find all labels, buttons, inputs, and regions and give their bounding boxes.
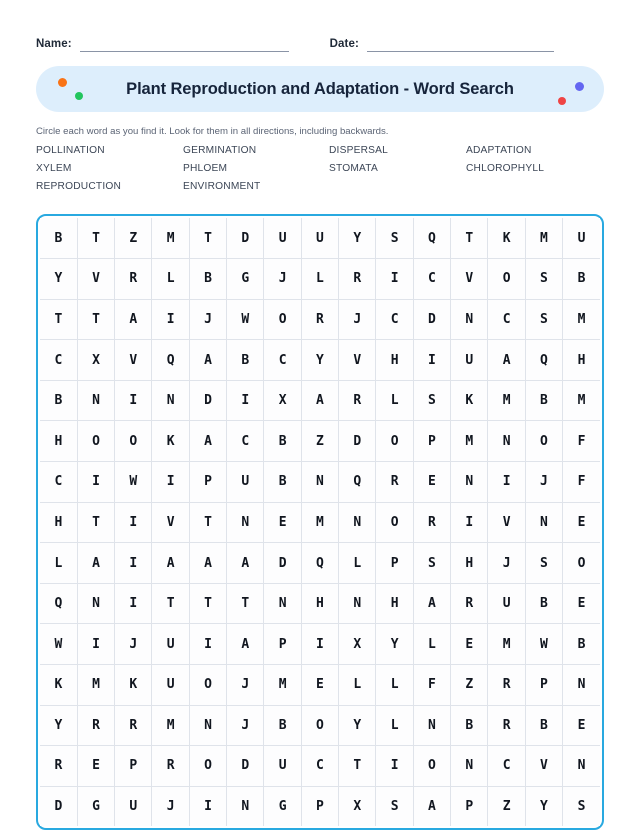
grid-cell[interactable]: I [451,502,488,543]
grid-cell[interactable]: I [77,462,114,503]
grid-cell[interactable]: C [301,746,338,787]
grid-cell[interactable]: C [40,340,77,381]
grid-cell[interactable]: T [189,502,226,543]
grid-cell[interactable]: I [488,462,525,503]
grid-cell[interactable]: C [488,299,525,340]
word-list-item: XYLEM [36,163,72,175]
grid-cell[interactable]: I [77,624,114,665]
grid-cell[interactable]: V [152,502,189,543]
grid-cell[interactable]: N [451,746,488,787]
decorative-dot-red-icon [558,97,566,105]
grid-cell[interactable]: J [525,462,562,503]
grid-cell[interactable]: L [413,624,450,665]
grid-cell[interactable]: G [227,259,264,300]
decorative-dot-orange-icon [58,78,67,87]
grid-cell[interactable]: M [488,624,525,665]
grid-cell[interactable]: U [563,218,600,258]
grid-cell[interactable]: N [563,746,600,787]
word-list [36,145,604,192]
grid-cell[interactable]: L [376,380,413,421]
grid-cell[interactable]: R [152,746,189,787]
grid-cell[interactable]: K [152,421,189,462]
grid-cell[interactable]: V [451,259,488,300]
grid-cell[interactable]: Y [339,218,376,258]
grid-cell[interactable]: Z [451,665,488,706]
word-list-item: DISPERSAL [329,145,388,157]
grid-cell[interactable]: Z [488,786,525,826]
grid-cell[interactable]: R [488,705,525,746]
grid-cell[interactable]: D [227,218,264,258]
grid-cell[interactable]: O [488,259,525,300]
grid-cell[interactable]: A [488,340,525,381]
letter-grid-table [40,218,600,826]
grid-row [40,299,600,340]
grid-cell[interactable]: S [563,786,600,826]
grid-row [40,583,600,624]
grid-cell[interactable]: N [451,462,488,503]
grid-cell[interactable]: A [189,421,226,462]
grid-cell[interactable]: R [413,502,450,543]
word-list-item: REPRODUCTION [36,181,122,193]
grid-cell[interactable]: X [339,624,376,665]
grid-cell[interactable]: I [152,462,189,503]
grid-cell[interactable]: Q [339,462,376,503]
grid-cell[interactable]: N [525,502,562,543]
grid-cell[interactable]: U [115,786,152,826]
grid-cell[interactable]: A [227,543,264,584]
date-input[interactable] [367,34,554,52]
grid-row [40,746,600,787]
grid-cell[interactable]: J [227,705,264,746]
grid-cell[interactable]: S [413,380,450,421]
word-list-item [464,181,604,192]
grid-cell[interactable]: Y [525,786,562,826]
grid-cell[interactable]: U [152,665,189,706]
grid-cell[interactable]: O [189,665,226,706]
grid-cell[interactable]: H [40,421,77,462]
grid-cell[interactable]: B [525,705,562,746]
grid-cell[interactable]: M [264,665,301,706]
grid-cell[interactable]: A [301,380,338,421]
grid-cell[interactable]: I [115,380,152,421]
grid-cell[interactable]: P [189,462,226,503]
grid-cell[interactable]: R [339,259,376,300]
grid-cell[interactable]: C [376,299,413,340]
grid-cell[interactable]: B [264,705,301,746]
grid-cell[interactable]: A [189,340,226,381]
grid-cell[interactable]: I [413,340,450,381]
grid-cell[interactable]: C [227,421,264,462]
grid-cell[interactable]: W [115,462,152,503]
grid-cell[interactable]: R [40,746,77,787]
grid-cell[interactable]: T [77,218,114,258]
grid-cell[interactable]: P [301,786,338,826]
grid-cell[interactable]: G [264,786,301,826]
grid-cell[interactable]: B [525,583,562,624]
grid-cell[interactable]: K [115,665,152,706]
grid-cell[interactable]: H [376,340,413,381]
grid-cell[interactable]: D [189,380,226,421]
word-search-grid[interactable] [36,214,604,830]
grid-cell[interactable]: V [115,340,152,381]
grid-cell[interactable]: I [301,624,338,665]
grid-cell[interactable]: Y [40,259,77,300]
grid-cell[interactable]: S [525,299,562,340]
grid-cell[interactable]: O [525,421,562,462]
grid-cell[interactable]: M [563,380,600,421]
grid-cell[interactable]: N [77,583,114,624]
grid-cell[interactable]: W [40,624,77,665]
grid-cell[interactable]: N [563,665,600,706]
grid-cell[interactable]: H [563,340,600,381]
grid-row [40,218,600,258]
grid-cell[interactable]: V [339,340,376,381]
grid-cell[interactable]: E [264,502,301,543]
grid-cell[interactable]: T [77,502,114,543]
grid-cell[interactable]: N [77,380,114,421]
grid-cell[interactable]: U [301,218,338,258]
grid-cell[interactable]: Q [40,583,77,624]
grid-cell[interactable]: O [301,705,338,746]
grid-cell[interactable]: M [563,299,600,340]
grid-cell[interactable]: L [152,259,189,300]
grid-cell[interactable]: I [115,543,152,584]
grid-cell[interactable]: I [189,624,226,665]
grid-cell[interactable]: O [264,299,301,340]
grid-cell[interactable]: Q [413,218,450,258]
grid-cell[interactable]: O [115,421,152,462]
grid-cell[interactable]: J [339,299,376,340]
grid-cell[interactable]: V [77,259,114,300]
grid-cell[interactable]: Y [301,340,338,381]
grid-cell[interactable]: K [451,380,488,421]
grid-cell[interactable]: J [488,543,525,584]
grid-cell[interactable]: D [413,299,450,340]
grid-cell[interactable]: J [115,624,152,665]
grid-cell[interactable]: Q [152,340,189,381]
grid-cell[interactable]: M [301,502,338,543]
grid-cell[interactable]: M [152,705,189,746]
grid-cell[interactable]: N [264,583,301,624]
grid-cell[interactable]: N [413,705,450,746]
name-input[interactable] [80,34,289,52]
grid-cell[interactable]: N [189,705,226,746]
grid-cell[interactable]: E [451,624,488,665]
grid-cell[interactable]: C [40,462,77,503]
grid-cell[interactable]: R [339,380,376,421]
grid-cell[interactable]: V [488,502,525,543]
grid-cell[interactable]: A [77,543,114,584]
grid-cell[interactable]: L [339,665,376,706]
grid-row [40,502,600,543]
grid-cell[interactable]: Q [525,340,562,381]
grid-cell[interactable]: Z [301,421,338,462]
grid-cell[interactable]: X [77,340,114,381]
grid-row [40,380,600,421]
word-list-item: STOMATA [329,163,378,175]
grid-cell[interactable]: A [413,786,450,826]
grid-cell[interactable]: N [227,786,264,826]
word-list-item: GERMINATION [183,145,257,157]
grid-cell[interactable]: T [152,583,189,624]
grid-cell[interactable]: D [40,786,77,826]
word-list-item [324,181,464,192]
grid-cell[interactable]: S [376,218,413,258]
grid-cell[interactable]: D [339,421,376,462]
grid-row [40,705,600,746]
word-list-item: POLLINATION [36,145,105,157]
grid-cell[interactable]: B [525,380,562,421]
name-label: Name: [36,38,72,50]
grid-cell[interactable]: B [40,380,77,421]
word-list-item: PHLOEM [183,163,228,175]
grid-cell[interactable]: O [376,421,413,462]
grid-cell[interactable]: Y [40,705,77,746]
grid-row [40,462,600,503]
title-banner [36,66,604,112]
grid-cell[interactable]: Z [115,218,152,258]
grid-cell[interactable]: N [152,380,189,421]
grid-cell[interactable]: U [451,340,488,381]
grid-cell[interactable]: K [40,665,77,706]
grid-cell[interactable]: W [227,299,264,340]
grid-cell[interactable]: A [227,624,264,665]
grid-cell[interactable]: A [189,543,226,584]
grid-cell[interactable]: C [264,340,301,381]
grid-cell[interactable]: A [115,299,152,340]
grid-cell[interactable]: J [264,259,301,300]
grid-cell[interactable]: H [40,502,77,543]
grid-cell[interactable]: B [227,340,264,381]
page-title: Plant Reproduction and Adaptation - Word Search [126,79,514,98]
grid-cell[interactable]: B [563,259,600,300]
word-list-item: ENVIRONMENT [183,181,261,193]
grid-cell[interactable]: R [115,705,152,746]
grid-cell[interactable]: I [227,380,264,421]
grid-cell[interactable]: F [413,665,450,706]
grid-cell[interactable]: T [451,218,488,258]
grid-cell[interactable]: L [376,705,413,746]
grid-cell[interactable]: E [77,746,114,787]
grid-cell[interactable]: L [376,665,413,706]
grid-cell[interactable]: Y [339,705,376,746]
grid-cell[interactable]: R [376,462,413,503]
grid-cell[interactable]: P [451,786,488,826]
grid-cell[interactable]: M [488,380,525,421]
grid-cell[interactable]: E [301,665,338,706]
grid-cell[interactable]: L [40,543,77,584]
grid-cell[interactable]: R [301,299,338,340]
grid-cell[interactable]: Y [376,624,413,665]
grid-cell[interactable]: M [525,218,562,258]
grid-cell[interactable]: C [488,746,525,787]
grid-cell[interactable]: O [563,543,600,584]
grid-cell[interactable]: M [451,421,488,462]
grid-cell[interactable]: I [115,583,152,624]
grid-cell[interactable]: J [227,665,264,706]
grid-cell[interactable]: N [488,421,525,462]
grid-cell[interactable]: M [77,665,114,706]
grid-cell[interactable]: B [40,218,77,258]
grid-cell[interactable]: I [152,299,189,340]
grid-cell[interactable]: I [115,502,152,543]
grid-cell[interactable]: H [376,583,413,624]
grid-cell[interactable]: Q [301,543,338,584]
date-label: Date: [329,38,359,50]
grid-cell[interactable]: D [264,543,301,584]
grid-cell[interactable]: S [525,259,562,300]
grid-cell[interactable]: R [115,259,152,300]
grid-cell[interactable]: B [189,259,226,300]
grid-cell[interactable]: C [413,259,450,300]
grid-cell[interactable]: T [189,218,226,258]
grid-cell[interactable]: P [413,421,450,462]
grid-cell[interactable]: R [488,665,525,706]
grid-cell[interactable]: U [264,746,301,787]
grid-row [40,543,600,584]
grid-cell[interactable]: H [301,583,338,624]
grid-cell[interactable]: I [376,746,413,787]
decorative-dot-blue-icon [575,82,584,91]
grid-cell[interactable]: L [301,259,338,300]
grid-cell[interactable]: R [77,705,114,746]
grid-cell[interactable]: O [376,502,413,543]
grid-cell[interactable]: K [488,218,525,258]
grid-cell[interactable]: M [152,218,189,258]
grid-cell[interactable]: V [525,746,562,787]
grid-cell[interactable]: R [451,583,488,624]
grid-cell[interactable]: N [339,502,376,543]
grid-cell[interactable]: T [227,583,264,624]
grid-cell[interactable]: G [77,786,114,826]
grid-cell[interactable]: O [77,421,114,462]
grid-cell[interactable]: L [339,543,376,584]
grid-cell[interactable]: P [264,624,301,665]
grid-cell[interactable]: F [563,421,600,462]
grid-cell[interactable]: T [77,299,114,340]
name-date-row [36,28,604,52]
grid-cell[interactable]: J [189,299,226,340]
grid-cell[interactable]: U [488,583,525,624]
grid-cell[interactable]: A [413,583,450,624]
grid-cell[interactable]: S [413,543,450,584]
word-list-item: CHLOROPHYLL [466,163,545,175]
grid-cell[interactable]: P [115,746,152,787]
grid-cell[interactable]: P [525,665,562,706]
grid-cell[interactable]: I [189,786,226,826]
grid-cell[interactable]: X [264,380,301,421]
word-list-item: ADAPTATION [466,145,532,157]
grid-row [40,259,600,300]
grid-row [40,665,600,706]
grid-cell[interactable]: A [152,543,189,584]
grid-cell[interactable]: O [413,746,450,787]
grid-cell[interactable]: U [264,218,301,258]
instructions-text: Circle each word as you find it. Look for them in all directions, including backwards. [36,126,389,137]
grid-cell[interactable]: T [40,299,77,340]
grid-cell[interactable]: U [152,624,189,665]
grid-cell[interactable]: B [264,421,301,462]
grid-cell[interactable]: S [376,786,413,826]
grid-cell[interactable]: B [264,462,301,503]
grid-cell[interactable]: J [152,786,189,826]
grid-cell[interactable]: S [525,543,562,584]
grid-cell[interactable]: W [525,624,562,665]
grid-cell[interactable]: T [189,583,226,624]
grid-cell[interactable]: E [563,583,600,624]
grid-cell[interactable]: F [563,462,600,503]
grid-cell[interactable]: D [227,746,264,787]
grid-cell[interactable]: U [227,462,264,503]
grid-row [40,624,600,665]
grid-cell[interactable]: N [227,502,264,543]
grid-row [40,421,600,462]
grid-cell[interactable]: T [339,746,376,787]
grid-cell[interactable]: B [563,624,600,665]
grid-cell[interactable]: E [563,502,600,543]
grid-cell[interactable]: B [451,705,488,746]
grid-cell[interactable]: E [563,705,600,746]
grid-cell[interactable]: N [451,299,488,340]
decorative-dot-green-icon [75,92,83,100]
grid-cell[interactable]: P [376,543,413,584]
grid-cell[interactable]: H [451,543,488,584]
grid-cell[interactable]: E [413,462,450,503]
grid-cell[interactable]: O [189,746,226,787]
grid-row [40,786,600,826]
grid-cell[interactable]: X [339,786,376,826]
grid-cell[interactable]: N [339,583,376,624]
grid-row [40,340,600,381]
grid-cell[interactable]: N [301,462,338,503]
grid-cell[interactable]: I [376,259,413,300]
